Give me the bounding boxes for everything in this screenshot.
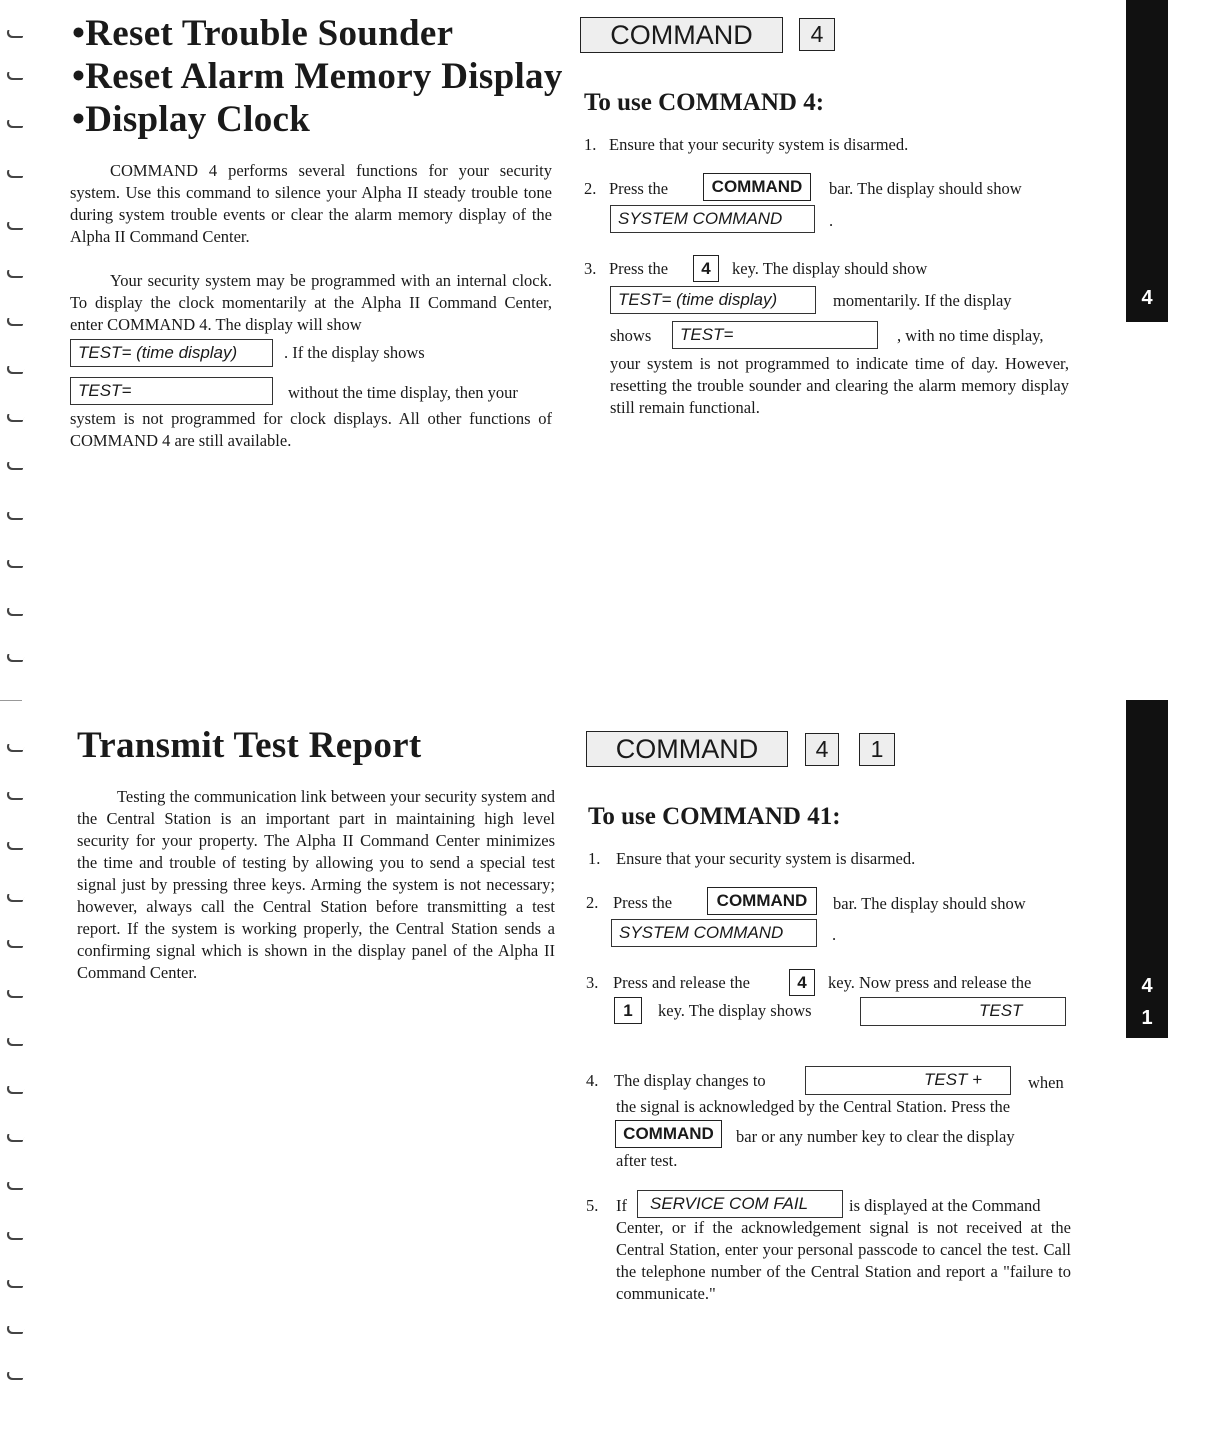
step-text: bar. The display should show	[833, 894, 1026, 913]
tab-label: 1	[1141, 1007, 1153, 1029]
paragraph: system is not programmed for clock displays. All other functions of COMMAND 4 are still available.	[70, 409, 552, 450]
step-number: 5.	[586, 1196, 599, 1215]
command-key: COMMAND	[615, 1120, 722, 1148]
number-key: 1	[859, 733, 895, 766]
step-number: 1.	[584, 135, 597, 154]
section1-intro	[70, 160, 552, 248]
section2-intro	[77, 786, 555, 984]
section1-end-para	[70, 408, 552, 452]
step-text: key. The display shows	[658, 1001, 812, 1020]
step-number: 3.	[586, 973, 599, 992]
display-time-box: TEST= (time display)	[70, 339, 273, 367]
step-number: 4.	[586, 1071, 599, 1090]
display-box: SYSTEM COMMAND	[611, 919, 817, 947]
step-text: Press the	[609, 259, 669, 278]
punctuation: .	[832, 925, 837, 944]
step-text: key. The display should show	[732, 259, 928, 278]
display-box: TEST=	[672, 321, 878, 349]
step-number: 3.	[584, 259, 597, 278]
step-text: Press and release the	[613, 973, 750, 992]
display-box: SERVICE COM FAIL	[637, 1190, 843, 1218]
step-text: when	[1028, 1073, 1064, 1092]
step-text: Ensure that your security system is disarmed.	[609, 135, 909, 154]
section-tab	[1126, 700, 1168, 1038]
step-number: 2.	[584, 179, 597, 198]
step-text: your system is not programmed to indicate time of day. However, resetting the trouble sounder and clearing the alarm memory display still remain functional.	[610, 354, 1069, 417]
step-text: Ensure that your security system is disarmed.	[616, 849, 916, 868]
step-text: momentarily. If the display	[833, 291, 1012, 310]
text-after-display: . If the display shows	[284, 343, 425, 362]
display-box: TEST= (time display)	[610, 286, 816, 314]
step-text: Center, or if the acknowledgement signal is not received at the Central Station, enter your personal passcode to cancel the test. Call the telephone number of the Central Station and report a "failure to communicate."	[616, 1218, 1071, 1303]
paragraph: Testing the communication link between your security system and the Central Station is an important part in maintaining high level security for your property. The Alpha II Command Center minimizes the time and trouble of testing by allowing you to send a special test signal just by pressing three keys. Arming the system is not necessary; however, always call the Central Station before transmitting a test report. If the system is working properly, the Central Station sends a confirming signal which is shown in the display panel of the Alpha II Command Center.	[77, 787, 555, 982]
number-key: 4	[693, 255, 719, 282]
tab-label: 4	[1141, 975, 1153, 997]
howto-title: To use COMMAND 41:	[588, 803, 841, 830]
command-key: COMMAND	[707, 887, 817, 915]
paragraph: Your security system may be programmed with an internal clock. To display the clock momentarily at the Alpha II Command Center, enter COMMAND 4. The display will show	[70, 271, 552, 334]
step-text: If	[616, 1196, 627, 1215]
howto-title: To use COMMAND 4:	[584, 89, 825, 116]
step-text: , with no time display,	[897, 326, 1044, 345]
step-text: the signal is acknowledged by the Central Station. Press the	[616, 1097, 1011, 1116]
step-text: The display changes to	[614, 1071, 766, 1090]
number-key: 1	[614, 997, 642, 1024]
display-test-box: TEST=	[70, 377, 273, 405]
section1-heading	[72, 12, 563, 141]
display-box: SYSTEM COMMAND	[610, 205, 815, 233]
step-text: is displayed at the Command	[849, 1196, 1041, 1215]
step-number: 2.	[586, 893, 599, 912]
section-tab	[1126, 0, 1168, 322]
number-key: 4	[799, 18, 835, 51]
heading-line: •Reset Trouble Sounder	[72, 13, 454, 54]
command-key: COMMAND	[586, 731, 788, 767]
step-text: after test.	[616, 1151, 678, 1170]
number-key: 4	[789, 969, 815, 996]
step-text: Press the	[609, 179, 669, 198]
section1-clock-para	[70, 270, 552, 336]
heading-line: •Reset Alarm Memory Display	[72, 56, 563, 97]
number-key: 4	[805, 733, 839, 766]
paragraph: COMMAND 4 performs several functions for your security system. Use this command to silence your Alpha II steady trouble tone during system trouble events or clear the alarm memory display of the Alpha II Command Center.	[70, 161, 552, 246]
display-box: TEST	[860, 997, 1066, 1026]
heading-line: •Display Clock	[72, 99, 311, 140]
text-after-display: without the time display, then your	[288, 383, 518, 402]
command-key: COMMAND	[580, 17, 783, 53]
step-text: key. Now press and release the	[828, 973, 1032, 992]
step-text: bar or any number key to clear the display	[736, 1127, 1015, 1146]
punctuation: .	[829, 211, 834, 230]
step-text: shows	[610, 326, 652, 345]
command-key: COMMAND	[703, 173, 811, 201]
step-number: 1.	[588, 849, 601, 868]
step-text: bar. The display should show	[829, 179, 1022, 198]
section2-heading: Transmit Test Report	[77, 725, 422, 766]
step-text: Press the	[613, 893, 673, 912]
display-box: TEST +	[805, 1066, 1011, 1095]
tab-label: 4	[1141, 287, 1153, 309]
